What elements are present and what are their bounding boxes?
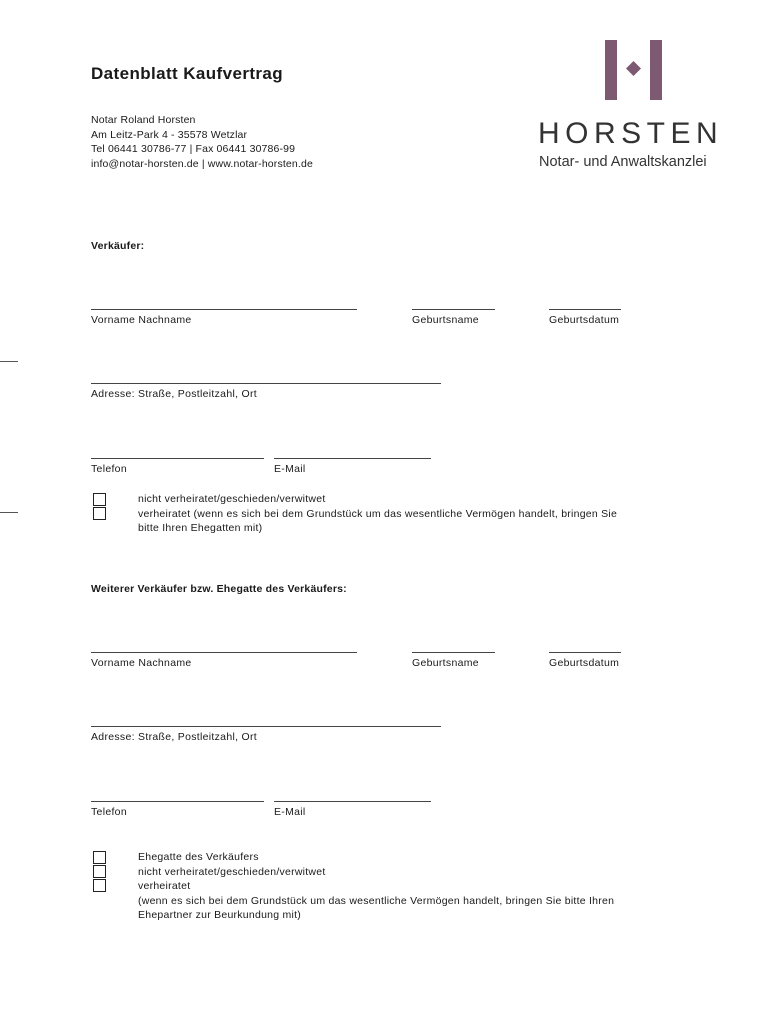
seller-phone-label: Telefon (91, 463, 127, 475)
second-seller-note-label-cont: Ehepartner zur Beurkundung mit) (138, 909, 301, 922)
second-seller-birthdate-field[interactable] (549, 652, 621, 653)
second-seller-unmarried-label: nicht verheiratet/geschieden/verwitwet (138, 865, 326, 878)
second-seller-marital-options (138, 850, 614, 923)
second-seller-address-field[interactable] (91, 726, 441, 727)
seller-email-label: E-Mail (274, 463, 306, 475)
seller-heading: Verkäufer: (91, 240, 145, 252)
notary-email-web: info@notar-horsten.de | www.notar-horsten.de (91, 157, 313, 170)
seller-married-label: verheiratet (wenn es sich bei dem Grundstück um das wesentliche Vermögen handelt, bringen Sie (138, 507, 618, 520)
logo-subtitle: Notar- und Anwaltskanzlei (539, 154, 707, 170)
seller-address-field[interactable] (91, 383, 441, 384)
seller-birthdate-field[interactable] (549, 309, 621, 310)
second-seller-married-checkbox[interactable] (93, 879, 106, 892)
second-seller-email-field[interactable] (274, 801, 431, 802)
second-seller-phone-label: Telefon (91, 806, 127, 818)
seller-unmarried-checkbox[interactable] (93, 493, 106, 506)
second-seller-name-label: Vorname Nachname (91, 657, 192, 669)
notary-address: Am Leitz-Park 4 - 35578 Wetzlar (91, 128, 248, 141)
second-seller-married-label: verheiratet (138, 880, 191, 893)
second-seller-email-label: E-Mail (274, 806, 306, 818)
second-seller-spouse-label: Ehegatte des Verkäufers (138, 851, 259, 863)
seller-birthdate-label: Geburtsdatum (549, 314, 620, 326)
second-seller-heading: Weiterer Verkäufer bzw. Ehegatte des Verkäufers: (91, 583, 347, 595)
second-seller-name-field[interactable] (91, 652, 357, 653)
seller-unmarried-label: nicht verheiratet/geschieden/verwitwet (138, 493, 326, 505)
seller-email-field[interactable] (274, 458, 431, 459)
notary-name: Notar Roland Horsten (91, 114, 196, 126)
second-seller-birthname-label: Geburtsname (412, 657, 479, 669)
seller-married-label-cont: bitte Ihren Ehegatten mit) (138, 522, 263, 535)
second-seller-address-label: Adresse: Straße, Postleitzahl, Ort (91, 731, 258, 743)
second-seller-birthdate-label: Geburtsdatum (549, 657, 620, 669)
seller-name-label: Vorname Nachname (91, 314, 192, 326)
logo-name: HORSTEN (538, 117, 724, 150)
second-seller-spouse-checkbox[interactable] (93, 851, 106, 864)
second-seller-note-label: (wenn es sich bei dem Grundstück um das wesentliche Vermögen handelt, bringen Sie bitte Ihren (138, 894, 615, 907)
seller-married-checkbox[interactable] (93, 507, 106, 520)
horsten-logo-icon (605, 40, 662, 100)
notary-phone-fax: Tel 06441 30786-77 | Fax 06441 30786-99 (91, 143, 296, 156)
document-title: Datenblatt Kaufvertrag (91, 64, 284, 83)
notary-contact-block (91, 113, 313, 171)
punch-mark (0, 512, 18, 513)
seller-address-label: Adresse: Straße, Postleitzahl, Ort (91, 388, 258, 400)
second-seller-birthname-field[interactable] (412, 652, 495, 653)
fold-mark (0, 361, 18, 362)
seller-birthname-field[interactable] (412, 309, 495, 310)
second-seller-phone-field[interactable] (91, 801, 264, 802)
seller-phone-field[interactable] (91, 458, 264, 459)
seller-marital-options (138, 492, 617, 536)
second-seller-unmarried-checkbox[interactable] (93, 865, 106, 878)
seller-name-field[interactable] (91, 309, 357, 310)
seller-birthname-label: Geburtsname (412, 314, 479, 326)
